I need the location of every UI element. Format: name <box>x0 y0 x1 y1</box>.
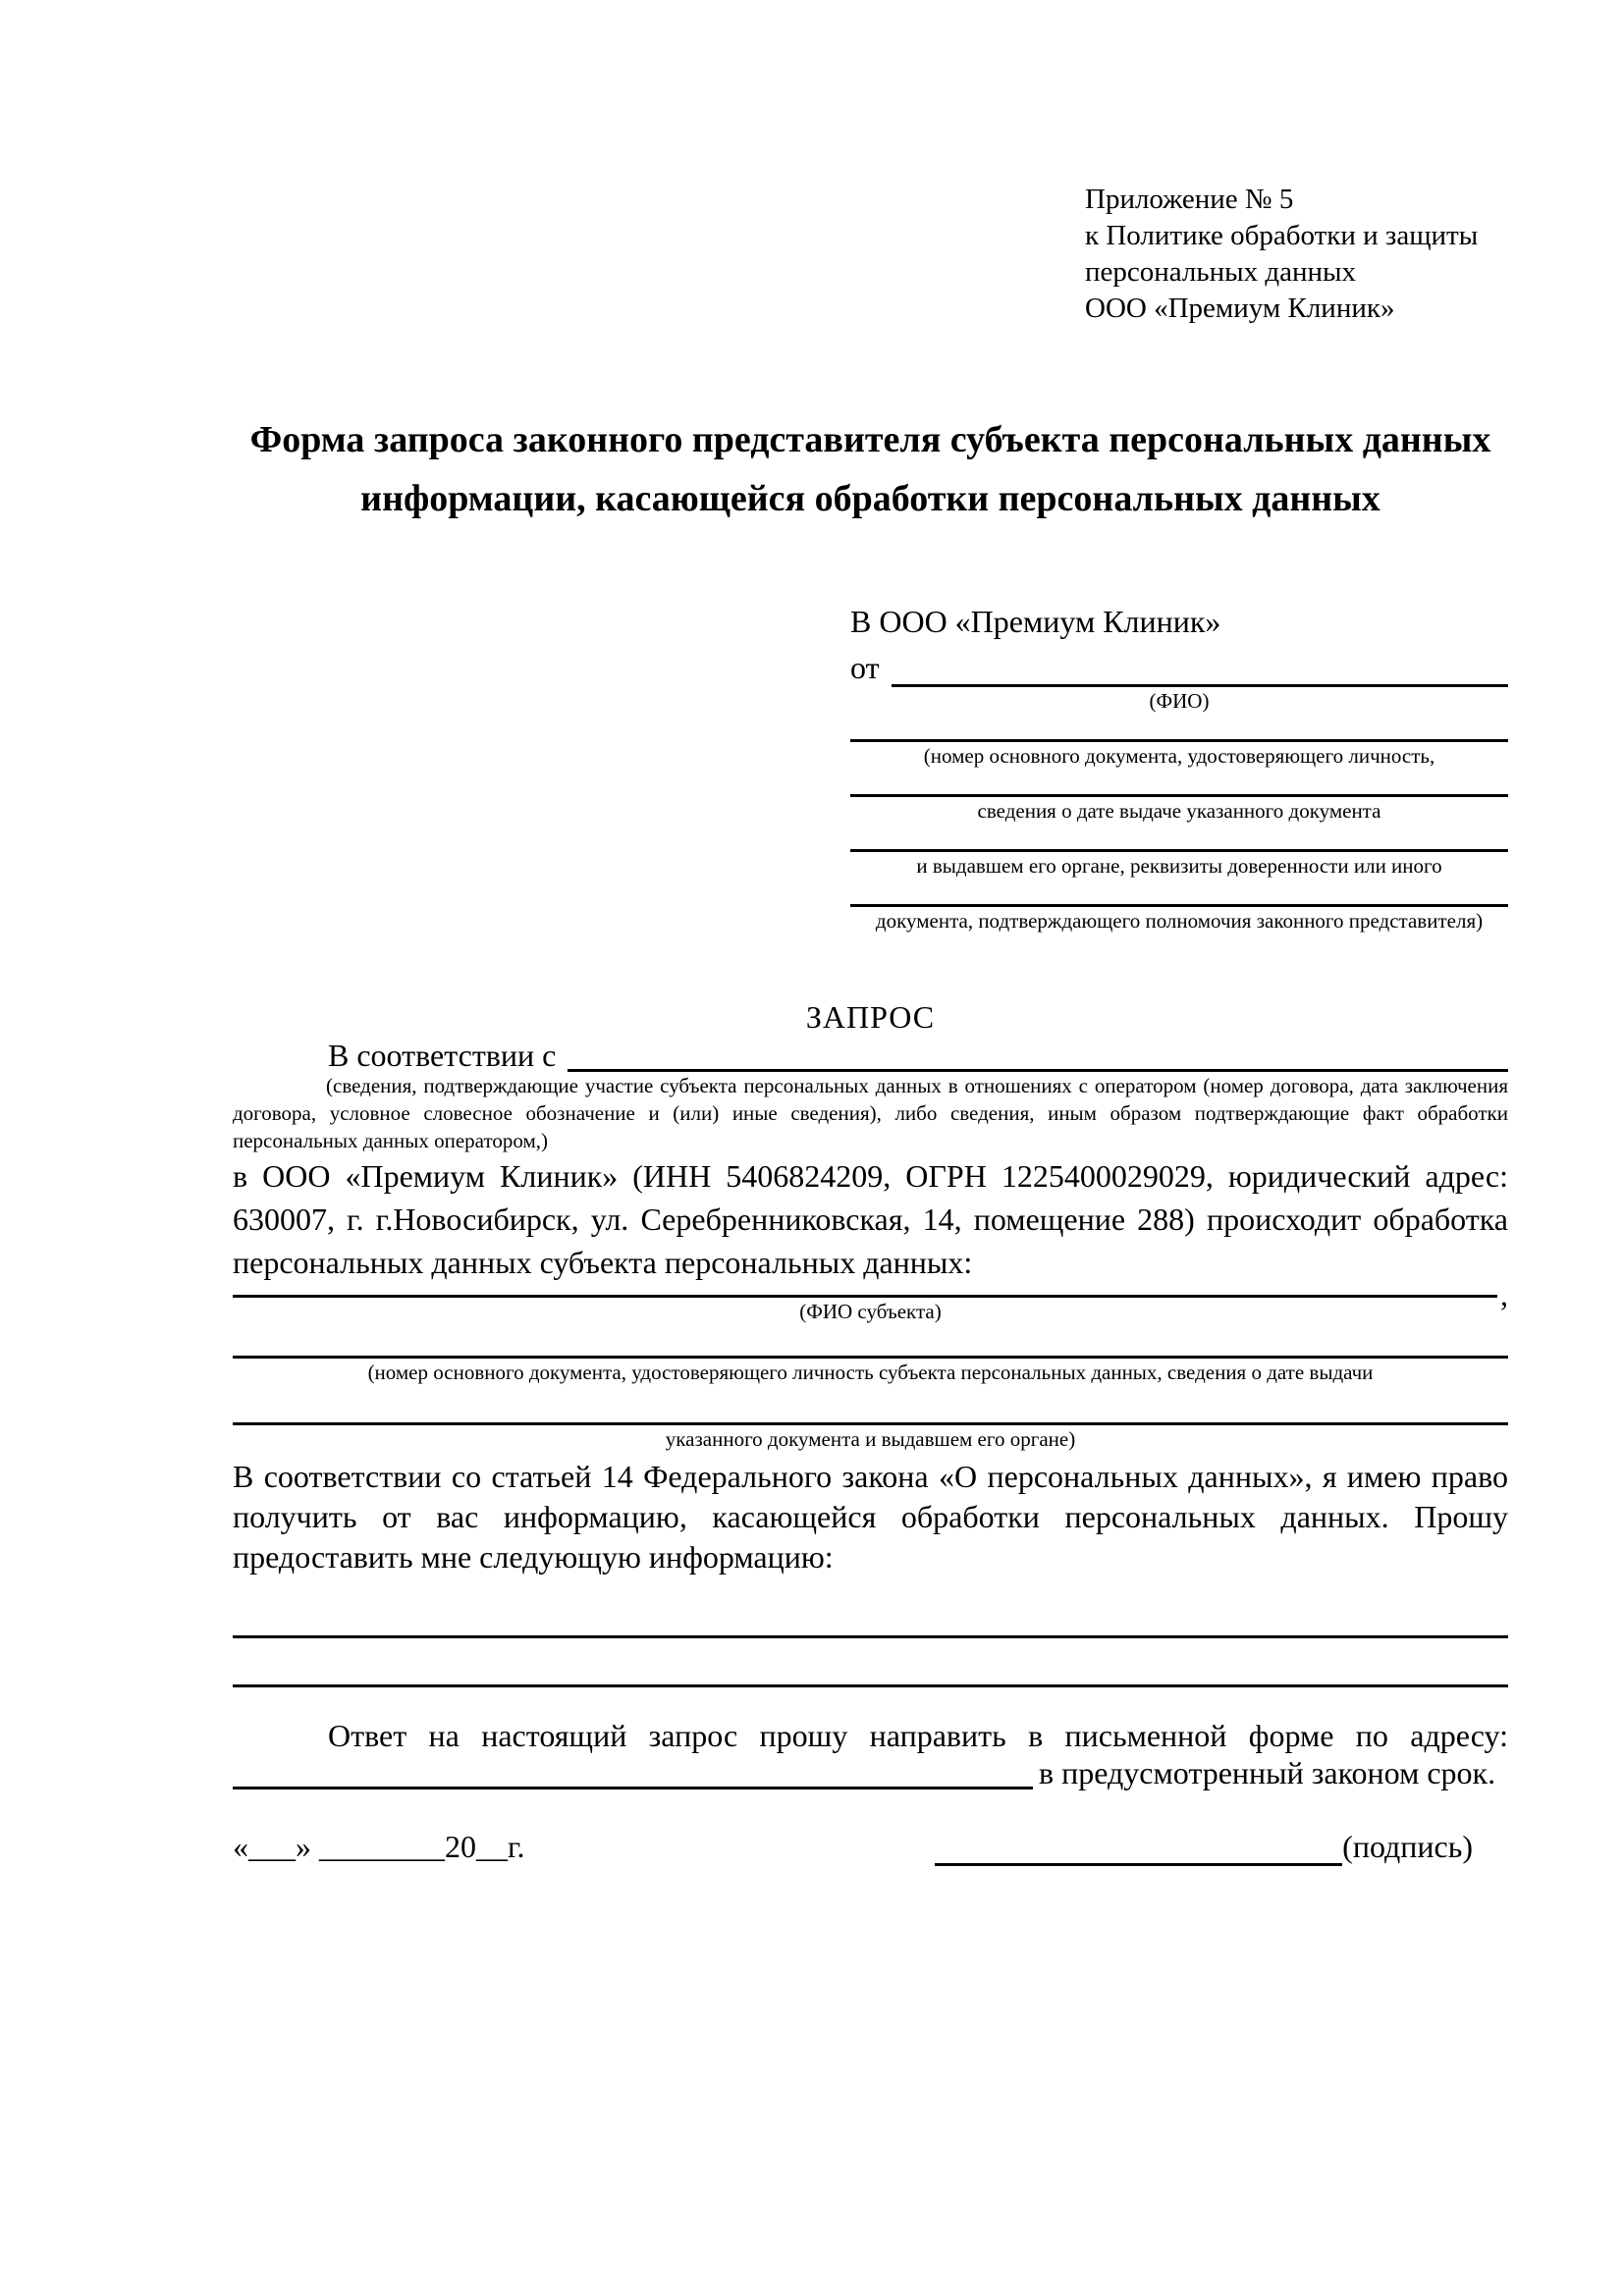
rights-paragraph: В соответствии со статьей 14 Федерального закона «О персональных данных», я имею право получить от вас информацию, касающейся обработки персональных данных. Прошу предоставить мне следующую информацию: <box>233 1459 1508 1575</box>
annex-line: ООО «Премиум Клиник» <box>1085 293 1395 324</box>
from-row <box>850 644 1508 687</box>
reply-sentence: Ответ на настоящий запрос прошу направить в письменной форме по адресу: <box>328 1718 1508 1753</box>
fio-caption: (ФИО) <box>1149 689 1210 713</box>
signature-field <box>935 1827 1473 1866</box>
basis-caption: (сведения, подтверждающие участие субъекта персональных данных в отношениях с оператором (номер договора, дата заключения договора, условное словесное обозначение и (или) иные сведения), либо сведения, иным образом подтверждающие факт обработки персональных данных оператором,) <box>233 1074 1508 1152</box>
subject-document-blank-line <box>233 1323 1508 1359</box>
issue-date-caption: сведения о дате выдаче указанного документа <box>977 799 1381 823</box>
issuing-authority-caption: и выдавшем его органе, реквизиты доверенности или иного <box>916 854 1442 878</box>
operator-paragraph: в ООО «Премиум Клиник» (ИНН 5406824209, ОГРН 1225400029029, юридический адрес: 630007, г. г.Новосибирск, ул. Серебренниковская, 14, помещение 288) происходит обработка персональных данных субъекта персональных данных: <box>233 1158 1508 1280</box>
authority-document-caption: документа, подтверждающего полномочия законного представителя) <box>875 909 1484 933</box>
reply-address-blank-line <box>233 1787 1033 1789</box>
accordance-label: В соответствии с <box>328 1038 557 1073</box>
date-field: «___» ________20__г. <box>233 1829 525 1864</box>
annex-line: Приложение № 5 <box>1085 184 1294 215</box>
subject-document-caption: (номер основного документа, удостоверяющего личность субъекта персональных данных, сведения о дате выдачи <box>367 1361 1374 1384</box>
signature-caption: (подпись) <box>1342 1829 1473 1864</box>
request-heading: ЗАПРОС <box>805 999 936 1035</box>
accordance-blank-line <box>568 1037 1508 1072</box>
issuing-authority-blank-line <box>850 823 1508 852</box>
from-label: от <box>850 650 880 685</box>
addressee-block <box>850 599 1508 933</box>
annex-line: персональных данных <box>1085 256 1357 288</box>
signature-blank-line <box>935 1833 1342 1866</box>
document-title-line-1: Форма запроса законного представителя субъекта персональных данных <box>249 419 1491 460</box>
subject-name-trailing-comma: , <box>1500 1277 1508 1312</box>
subject-document-caption-2: указанного документа и выдавшем его органе) <box>665 1427 1076 1451</box>
addressee-organization: В ООО «Премиум Клиник» <box>850 604 1221 639</box>
reply-address-row <box>233 1756 1508 1789</box>
document-title <box>233 410 1508 528</box>
paragraph-indent <box>233 1037 328 1072</box>
from-blank-line <box>892 644 1508 687</box>
information-blank-line-2 <box>233 1638 1508 1687</box>
document-title-line-2: информации, касающейся обработки персональных данных <box>360 478 1380 519</box>
footer-row <box>233 1827 1508 1866</box>
annex-line: к Политике обработки и защиты <box>1085 220 1479 251</box>
information-blank-line-1 <box>233 1577 1508 1638</box>
subject-name-blank-line <box>233 1295 1497 1298</box>
document-number-caption: (номер основного документа, удостоверяющего личность, <box>923 744 1435 768</box>
accordance-row <box>233 1037 1508 1072</box>
issue-date-blank-line <box>850 768 1508 797</box>
annex-note <box>1085 182 1508 327</box>
reply-tail-text: в предусмотренный законом срок. <box>1039 1755 1496 1790</box>
document-number-blank-line <box>850 713 1508 742</box>
subject-document-blank-line-2 <box>233 1384 1508 1425</box>
subject-fio-caption: (ФИО субъекта) <box>799 1300 942 1323</box>
authority-document-blank-line <box>850 878 1508 907</box>
